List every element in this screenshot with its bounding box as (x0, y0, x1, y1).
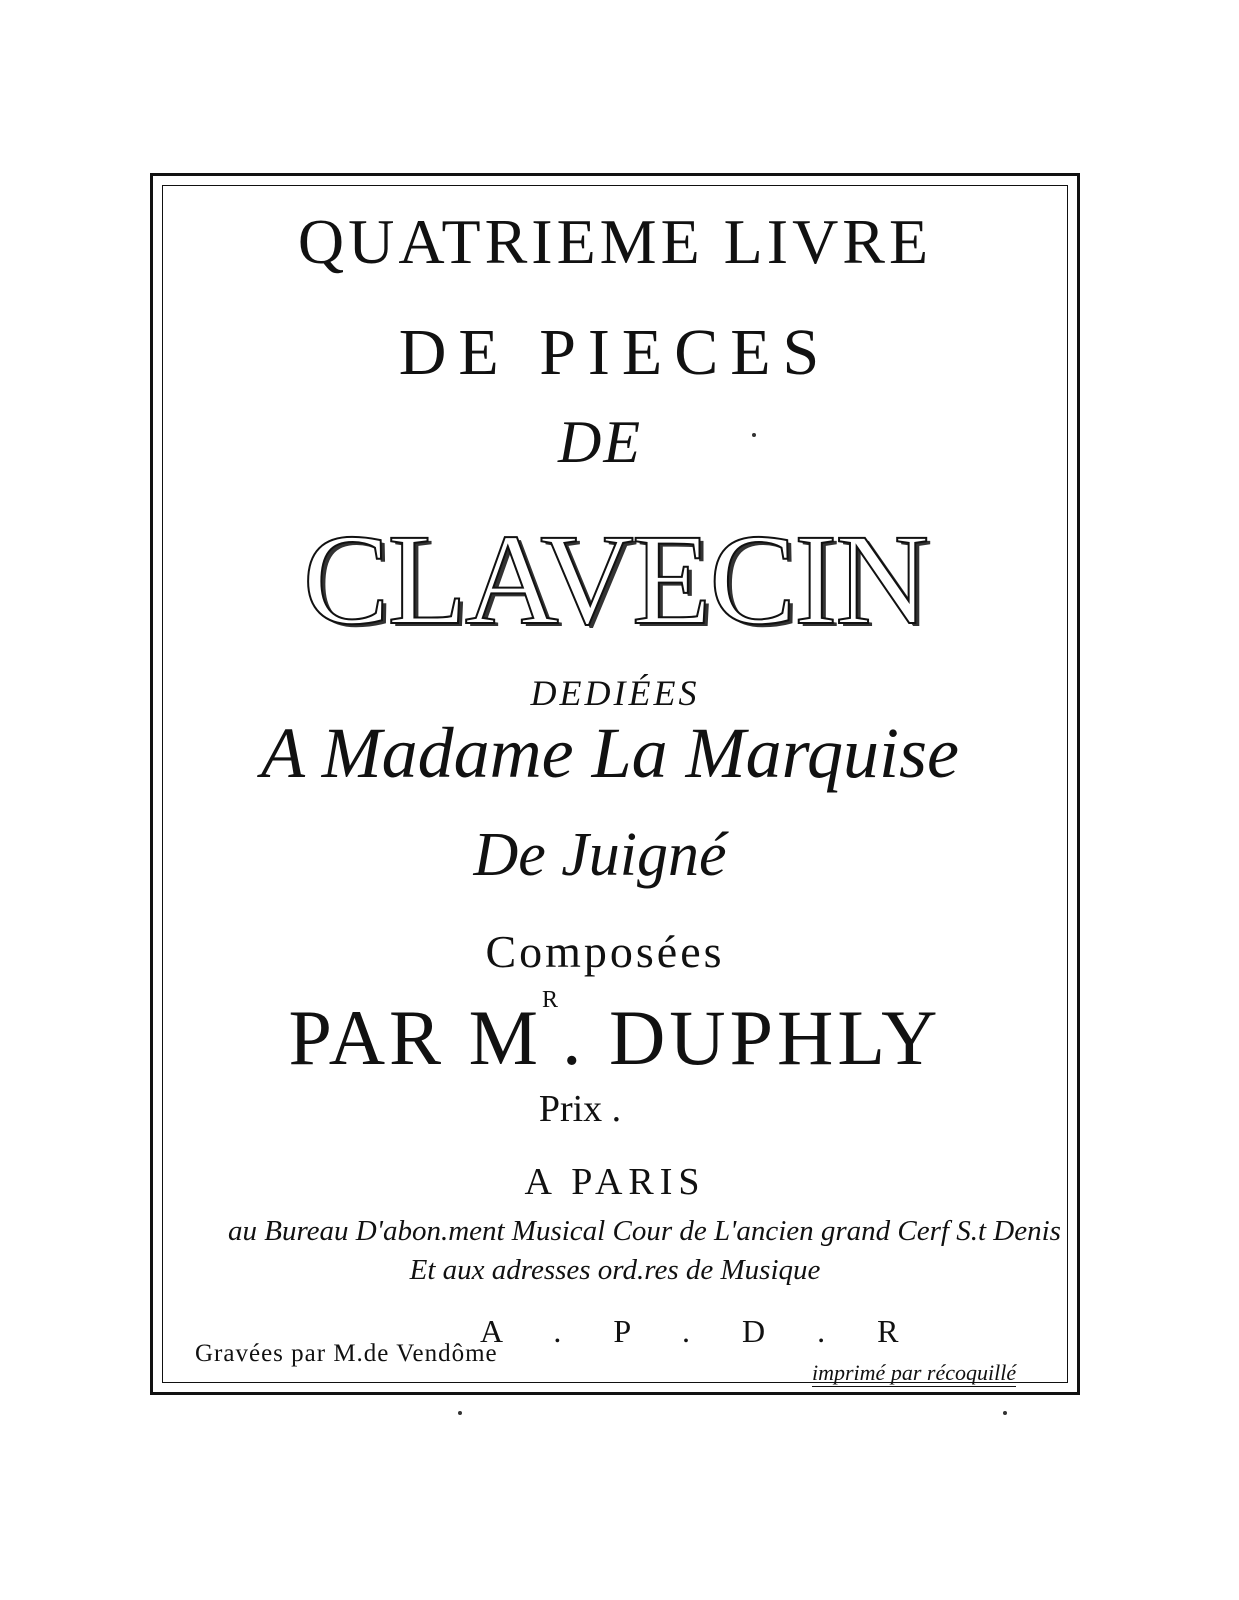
price-label: Prix . (538, 1088, 622, 1130)
publisher-city: A PARIS (524, 1161, 706, 1203)
dedication-label: DEDIÉES (530, 673, 700, 713)
address-line-1: au Bureau D'abon.ment Musical Cour de L'ancien grand Cerf S.t Denis (228, 1215, 1061, 1247)
title-line-2: DE PIECES (398, 316, 832, 389)
author-superscript: R (541, 987, 562, 1013)
title-line-1: QUATRIEME LIVRE (297, 206, 933, 277)
author-name: . DUPHLY (561, 994, 942, 1081)
ink-speck (458, 1411, 462, 1415)
ink-speck (1003, 1411, 1007, 1415)
privilege-mark: A . P . D . R (480, 1313, 921, 1349)
author-prefix: PAR M (288, 994, 542, 1081)
dedicatee-line-2: De Juigné (473, 821, 727, 889)
dedicatee-line-1: A Madame La Marquise (261, 713, 959, 793)
composed-label: Composées (485, 926, 725, 977)
engraver-credit: Gravées par M.de Vendôme (195, 1340, 498, 1367)
address-line-2: Et aux adresses ord.res de Musique (409, 1254, 821, 1286)
ink-speck (752, 433, 756, 437)
title-line-3: DE (558, 409, 642, 475)
printer-credit: imprimé par récoquillé (812, 1360, 1017, 1385)
title-clavecin: CLAVECIN (302, 508, 928, 652)
author-line (160, 987, 1070, 1083)
